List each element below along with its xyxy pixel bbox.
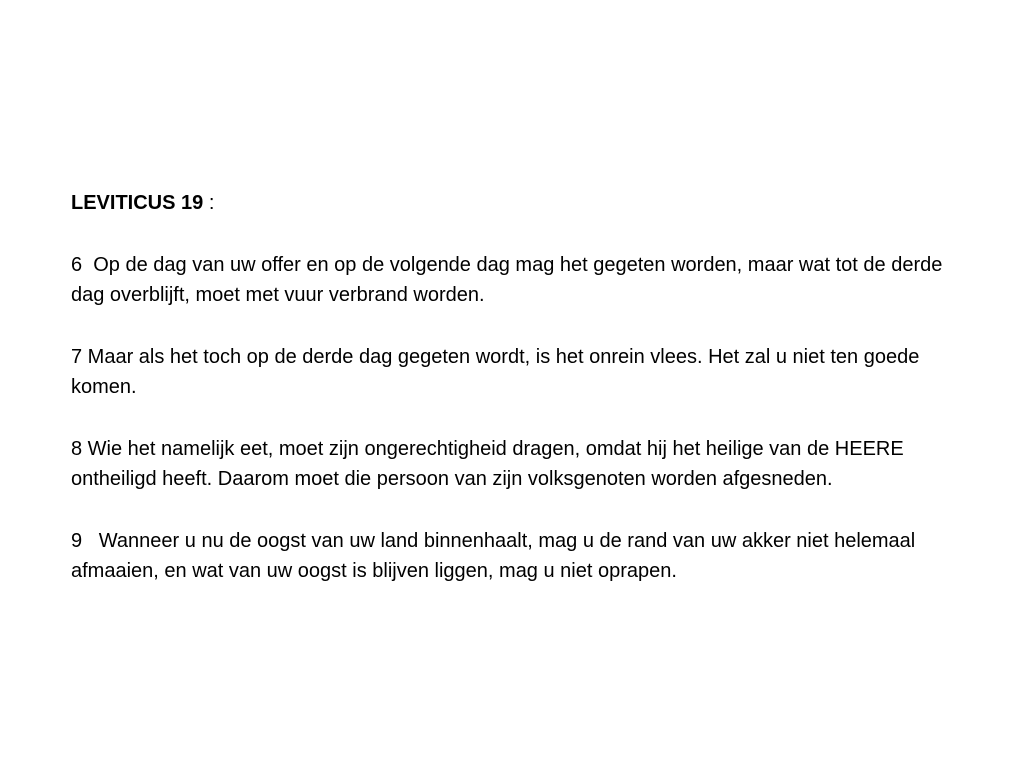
verse-9: 9 Wanneer u nu de oogst van uw land binnenhaalt, mag u de rand van uw akker niet helemaal afmaaien, en wat van uw oogst is blijven liggen, mag u niet oprapen. xyxy=(71,530,921,582)
verse-6: 6 Op de dag van uw offer en op de volgende dag mag het gegeten worden, maar wat tot de derde dag overblijft, moet met vuur verbrand worden. xyxy=(71,254,948,306)
verse-8: 8 Wie het namelijk eet, moet zijn ongerechtigheid dragen, omdat hij het heilige van de HEERE ontheiligd heeft. Daarom moet die persoon van zijn volksgenoten worden afgesneden. xyxy=(71,438,910,490)
chapter-title-colon: : xyxy=(203,192,215,214)
chapter-heading xyxy=(71,188,981,218)
chapter-title: LEVITICUS 19 xyxy=(71,192,204,214)
verse-7: 7 Maar als het toch op de derde dag gegeten wordt, is het onrein vlees. Het zal u niet ten goede komen. xyxy=(71,346,925,398)
slide-content xyxy=(71,188,981,586)
